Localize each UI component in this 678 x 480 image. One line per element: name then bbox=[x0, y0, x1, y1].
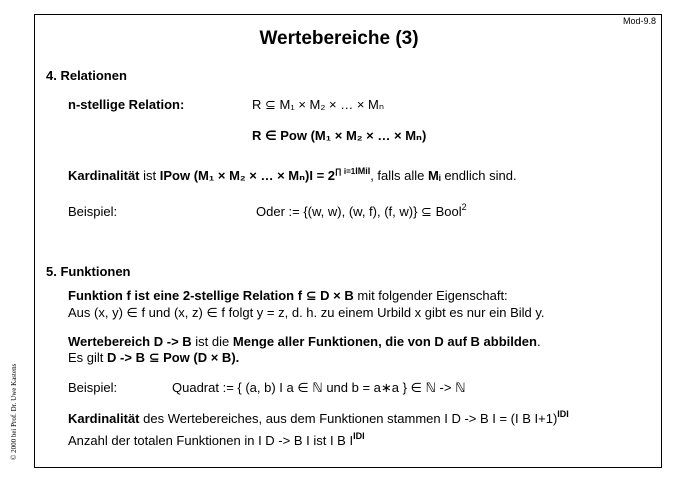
falls-alle-text: , falls alle bbox=[370, 168, 425, 183]
es-gilt-text: Es gilt bbox=[68, 350, 104, 365]
funktion-kardinalitaet-exponent: IDI bbox=[557, 409, 569, 419]
funktion-kardinalitaet-label: Kardinalität bbox=[68, 411, 140, 426]
mi-symbol: Mᵢ bbox=[428, 168, 441, 183]
wertebereich-bold-2: Menge aller Funktionen, die von D auf B abbilden bbox=[232, 334, 537, 349]
slide-id: Mod-9.8 bbox=[622, 16, 656, 26]
wertebereich-bold-1: Wertebereich D -> B bbox=[68, 334, 192, 349]
section-heading-funktionen: 5. Funktionen bbox=[46, 264, 131, 279]
totale-funktionen-exponent: IDI bbox=[353, 431, 365, 441]
wertebereich-period: . bbox=[536, 334, 541, 349]
section-heading-relationen: 4. Relationen bbox=[46, 68, 127, 83]
slide-frame bbox=[34, 14, 662, 468]
oder-definition: Oder := {(w, w), (w, f), (f, w)} ⊆ Bool bbox=[256, 204, 462, 219]
wertebereich-definition-line bbox=[68, 334, 541, 349]
funktion-beispiel-label: Beispiel: bbox=[68, 380, 118, 395]
product-exponent: IMiI bbox=[355, 166, 371, 176]
totale-funktionen-line bbox=[68, 433, 365, 448]
funktion-kardinalitaet-line bbox=[68, 411, 569, 426]
es-gilt-line bbox=[68, 350, 239, 366]
funktion-definition-rest: mit folgender Eigenschaft: bbox=[357, 288, 508, 303]
page-title: Wertebereiche (3) bbox=[259, 28, 419, 49]
product-symbol: ∏ i=1 bbox=[335, 167, 356, 176]
endlich-text: endlich sind. bbox=[444, 168, 517, 183]
funktion-eigenschaft-line: Aus (x, y) ∈ f und (x, z) ∈ f folgt y = z, d. h. zu einem Urbild x gibt es nur ein Bild y. bbox=[68, 305, 545, 320]
funktion-kardinalitaet-text: des Wertebereiches, aus dem Funktionen stammen I D -> B I = (I B I+1) bbox=[143, 411, 558, 426]
kardinalitaet-label: Kardinalität bbox=[68, 168, 140, 183]
relation-beispiel-text bbox=[256, 204, 467, 220]
totale-funktionen-text: Anzahl der totalen Funktionen in I D -> B I ist I B I bbox=[68, 433, 354, 448]
nstellige-relation-label: n-stellige Relation: bbox=[68, 97, 185, 112]
copyright: © 2000 bei Prof. Dr. Uwe Kastens bbox=[10, 363, 18, 460]
funktion-definition-line bbox=[68, 288, 508, 304]
kardinalitaet-relation-line bbox=[68, 168, 517, 184]
es-gilt-formula: D -> B ⊆ Pow (D × B). bbox=[107, 350, 240, 365]
relation-subset-formula: R ⊆ M₁ × M₂ × … × Mₙ bbox=[252, 97, 385, 112]
funktion-definition-bold: Funktion f ist eine 2-stellige Relation f ⊆ D × B bbox=[68, 288, 354, 303]
quadrat-definition: Quadrat := { (a, b) I a ∈ ℕ und b = a∗a } ∈ ℕ -> ℕ bbox=[172, 380, 466, 395]
ist-word: ist bbox=[143, 168, 157, 183]
relation-pow-formula: R ∈ Pow (M₁ × M₂ × … × Mₙ) bbox=[252, 128, 427, 143]
bool-exponent: 2 bbox=[461, 202, 467, 212]
wertebereich-mid: ist die bbox=[195, 334, 230, 349]
pow-cardinality-expr: IPow (M₁ × M₂ × … × Mₙ)I = 2 bbox=[159, 168, 336, 183]
relation-beispiel-label: Beispiel: bbox=[68, 204, 118, 219]
